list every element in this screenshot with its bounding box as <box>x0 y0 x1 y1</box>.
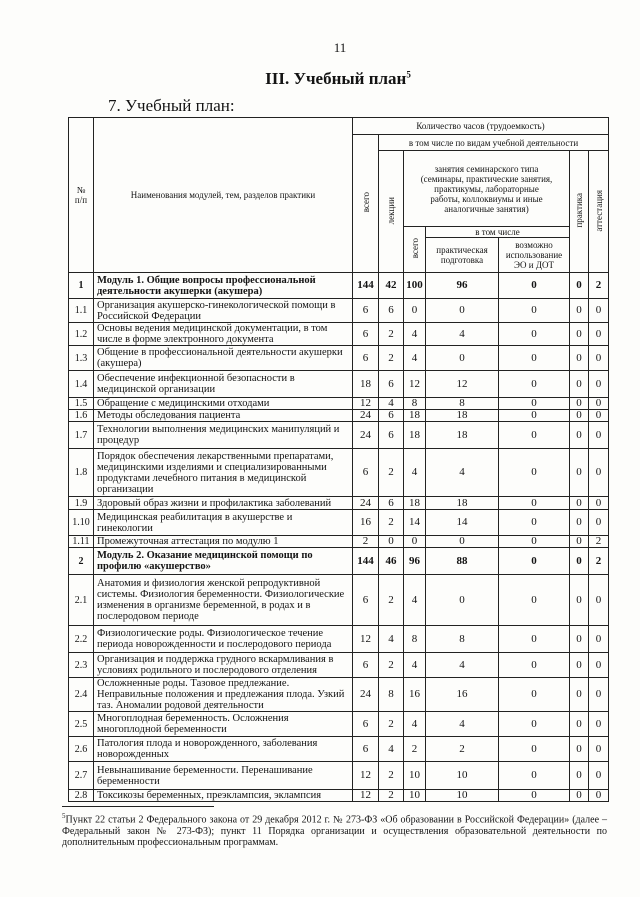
hours-eo-dot: 0 <box>499 790 570 802</box>
hours-total: 12 <box>353 762 379 790</box>
hours-attestation: 0 <box>589 712 609 737</box>
hours-lectures: 6 <box>379 299 404 323</box>
hours-lectures: 2 <box>379 575 404 626</box>
header-practice-cell <box>570 151 589 273</box>
hours-lectures: 46 <box>379 548 404 575</box>
hours-practice: 0 <box>570 410 589 422</box>
row-title: Физиологические роды. Физиологическое течение периода новорожденности и послеродового периода <box>94 626 353 653</box>
hours-eo-dot: 0 <box>499 346 570 371</box>
hours-attestation: 0 <box>589 575 609 626</box>
row-number: 1.5 <box>69 398 94 410</box>
hours-eo-dot: 0 <box>499 575 570 626</box>
hours-practical-training: 18 <box>426 410 499 422</box>
hours-seminars-total: 4 <box>404 449 426 497</box>
row-title: Технологии выполнения медицинских манипуляций и процедур <box>94 422 353 449</box>
topic-row <box>69 398 609 410</box>
hours-practical-training: 4 <box>426 323 499 346</box>
hours-total: 6 <box>353 346 379 371</box>
hours-seminars-total: 4 <box>404 323 426 346</box>
hours-practical-training: 0 <box>426 346 499 371</box>
hours-lectures: 2 <box>379 323 404 346</box>
hours-lectures: 2 <box>379 790 404 802</box>
row-number: 2.5 <box>69 712 94 737</box>
hours-attestation: 0 <box>589 497 609 510</box>
section-title <box>228 69 448 89</box>
hours-seminars-total: 0 <box>404 299 426 323</box>
hours-total: 12 <box>353 398 379 410</box>
hours-attestation: 0 <box>589 510 609 536</box>
row-number: 1.8 <box>69 449 94 497</box>
hours-lectures: 2 <box>379 449 404 497</box>
row-title: Невынашивание беременности. Перенашивание беременности <box>94 762 353 790</box>
hours-practice: 0 <box>570 398 589 410</box>
hours-practice: 0 <box>570 346 589 371</box>
hours-practical-training: 4 <box>426 449 499 497</box>
hours-attestation: 0 <box>589 449 609 497</box>
row-title: Общение в профессиональной деятельности акушерки (акушера) <box>94 346 353 371</box>
topic-row <box>69 737 609 762</box>
hours-attestation: 0 <box>589 346 609 371</box>
hours-lectures: 6 <box>379 422 404 449</box>
topic-row <box>69 510 609 536</box>
header-practice: практика <box>574 193 584 228</box>
hours-total: 12 <box>353 626 379 653</box>
row-number: 1.7 <box>69 422 94 449</box>
hours-attestation: 2 <box>589 548 609 575</box>
hours-practical-training: 18 <box>426 422 499 449</box>
hours-attestation: 0 <box>589 371 609 398</box>
module-row <box>69 548 609 575</box>
hours-practice: 0 <box>570 422 589 449</box>
footnote-separator <box>62 806 214 807</box>
topic-row <box>69 678 609 712</box>
hours-practice: 0 <box>570 653 589 678</box>
hours-lectures: 4 <box>379 626 404 653</box>
hours-practice: 0 <box>570 626 589 653</box>
page-number: 11 <box>333 40 347 55</box>
hours-total: 18 <box>353 371 379 398</box>
row-number: 2.7 <box>69 762 94 790</box>
topic-row <box>69 323 609 346</box>
hours-lectures: 6 <box>379 497 404 510</box>
header-practical-training-cell <box>426 238 499 273</box>
hours-practice: 0 <box>570 762 589 790</box>
hours-seminars-total: 8 <box>404 626 426 653</box>
row-number: 2.8 <box>69 790 94 802</box>
hours-practical-training: 0 <box>426 575 499 626</box>
topic-row <box>69 762 609 790</box>
hours-eo-dot: 0 <box>499 653 570 678</box>
row-title: Здоровый образ жизни и профилактика заболеваний <box>94 497 353 510</box>
header-num-cell <box>69 118 94 273</box>
hours-practice: 0 <box>570 678 589 712</box>
header-seminars-cell <box>404 151 570 227</box>
table-body <box>69 273 609 802</box>
hours-eo-dot: 0 <box>499 323 570 346</box>
header-eo-dot: возможно использование ЭО и ДОТ <box>505 240 563 270</box>
hours-lectures: 2 <box>379 510 404 536</box>
header-total-cell <box>353 135 379 273</box>
hours-total: 24 <box>353 497 379 510</box>
row-number: 2.4 <box>69 678 94 712</box>
row-title: Патология плода и новорожденного, заболевания новорожденных <box>94 737 353 762</box>
hours-attestation: 0 <box>589 678 609 712</box>
hours-eo-dot: 0 <box>499 737 570 762</box>
hours-eo-dot: 0 <box>499 449 570 497</box>
hours-seminars-total: 8 <box>404 398 426 410</box>
header-attestation: аттестация <box>593 189 604 232</box>
hours-practice: 0 <box>570 712 589 737</box>
hours-practical-training: 2 <box>426 737 499 762</box>
row-number: 1.3 <box>69 346 94 371</box>
hours-attestation: 0 <box>589 737 609 762</box>
hours-total: 24 <box>353 422 379 449</box>
section-title-text: III. Учебный план <box>265 69 407 88</box>
topic-row <box>69 422 609 449</box>
header-including: в том числе <box>475 227 520 237</box>
hours-total: 6 <box>353 323 379 346</box>
header-name: Наименования модулей, тем, разделов практики <box>130 190 316 200</box>
hours-practice: 0 <box>570 737 589 762</box>
hours-seminars-total: 100 <box>404 273 426 299</box>
row-number: 1.10 <box>69 510 94 536</box>
row-title: Обращение с медицинскими отходами <box>94 398 353 410</box>
hours-attestation: 2 <box>589 273 609 299</box>
hours-eo-dot: 0 <box>499 371 570 398</box>
topic-row <box>69 449 609 497</box>
row-title: Промежуточная аттестация по модулю 1 <box>94 536 353 548</box>
topic-row <box>69 626 609 653</box>
hours-attestation: 0 <box>589 410 609 422</box>
hours-practice: 0 <box>570 449 589 497</box>
row-number: 1.4 <box>69 371 94 398</box>
hours-lectures: 8 <box>379 678 404 712</box>
header-hours-cell <box>353 118 609 135</box>
hours-total: 6 <box>353 575 379 626</box>
hours-attestation: 0 <box>589 299 609 323</box>
hours-seminars-total: 4 <box>404 653 426 678</box>
hours-seminars-total: 96 <box>404 548 426 575</box>
topic-row <box>69 575 609 626</box>
hours-eo-dot: 0 <box>499 398 570 410</box>
row-title: Организация и поддержка грудного вскармливания в условиях родильного и послеродового отделения <box>94 653 353 678</box>
row-number: 2.1 <box>69 575 94 626</box>
curriculum-table <box>68 117 609 802</box>
hours-lectures: 4 <box>379 398 404 410</box>
hours-attestation: 0 <box>589 323 609 346</box>
row-title: Медицинская реабилитация в акушерстве и гинекологии <box>94 510 353 536</box>
hours-seminars-total: 4 <box>404 575 426 626</box>
header-practical-training: практическая подготовка <box>436 245 488 265</box>
header-by-activity: в том числе по видам учебной деятельности <box>408 137 579 148</box>
hours-practical-training: 16 <box>426 678 499 712</box>
hours-practical-training: 8 <box>426 626 499 653</box>
row-number: 1.11 <box>69 536 94 548</box>
header-lectures-cell <box>379 151 404 273</box>
row-title: Порядок обеспечения лекарственными препаратами, медицинскими изделиями и специализированными продуктами лечебного питания в медицинской организации <box>94 449 353 497</box>
hours-eo-dot: 0 <box>499 626 570 653</box>
hours-attestation: 0 <box>589 398 609 410</box>
row-title: Многоплодная беременность. Осложнения многоплодной беременности <box>94 712 353 737</box>
row-number: 2.2 <box>69 626 94 653</box>
hours-total: 6 <box>353 449 379 497</box>
hours-lectures: 0 <box>379 536 404 548</box>
hours-practical-training: 18 <box>426 497 499 510</box>
hours-seminars-total: 4 <box>404 712 426 737</box>
hours-seminars-total: 18 <box>404 422 426 449</box>
topic-row <box>69 371 609 398</box>
hours-practical-training: 4 <box>426 653 499 678</box>
row-number: 1 <box>69 273 94 299</box>
row-title: Осложненные роды. Тазовое предлежание. Неправильные положения и предлежания плода. Узкий таз. Аномалии родовой деятельности <box>94 678 353 712</box>
hours-eo-dot: 0 <box>499 536 570 548</box>
hours-eo-dot: 0 <box>499 299 570 323</box>
hours-seminars-total: 18 <box>404 410 426 422</box>
topic-row <box>69 299 609 323</box>
hours-practice: 0 <box>570 371 589 398</box>
hours-eo-dot: 0 <box>499 678 570 712</box>
hours-practical-training: 4 <box>426 712 499 737</box>
row-title: Токсикозы беременных, преэклампсия, эклампсия <box>94 790 353 802</box>
row-title: Модуль 2. Оказание медицинской помощи по профилю «акушерство» <box>94 548 353 575</box>
topic-row <box>69 536 609 548</box>
header-hours: Количество часов (трудоемкость) <box>416 121 545 131</box>
footnote <box>62 811 607 849</box>
hours-lectures: 4 <box>379 737 404 762</box>
hours-practice: 0 <box>570 536 589 548</box>
header-by-activity-cell <box>379 135 609 151</box>
hours-lectures: 2 <box>379 762 404 790</box>
hours-practical-training: 10 <box>426 762 499 790</box>
hours-seminars-total: 14 <box>404 510 426 536</box>
hours-seminars-total: 18 <box>404 497 426 510</box>
hours-practice: 0 <box>570 548 589 575</box>
row-title: Обеспечение инфекционной безопасности в медицинской организации <box>94 371 353 398</box>
hours-total: 2 <box>353 536 379 548</box>
hours-practical-training: 12 <box>426 371 499 398</box>
hours-eo-dot: 0 <box>499 497 570 510</box>
hours-practical-training: 0 <box>426 299 499 323</box>
hours-seminars-total: 4 <box>404 346 426 371</box>
row-number: 2.3 <box>69 653 94 678</box>
topic-row <box>69 410 609 422</box>
hours-practical-training: 14 <box>426 510 499 536</box>
subtitle: 7. Учебный план: <box>108 96 235 115</box>
hours-eo-dot: 0 <box>499 712 570 737</box>
hours-lectures: 2 <box>379 653 404 678</box>
header-eo-dot-cell <box>499 238 570 273</box>
hours-total: 6 <box>353 737 379 762</box>
hours-total: 6 <box>353 712 379 737</box>
hours-total: 144 <box>353 548 379 575</box>
header-seminars-total: всего <box>409 238 420 259</box>
hours-lectures: 42 <box>379 273 404 299</box>
hours-seminars-total: 10 <box>404 790 426 802</box>
hours-eo-dot: 0 <box>499 762 570 790</box>
row-number: 1.2 <box>69 323 94 346</box>
hours-eo-dot: 0 <box>499 273 570 299</box>
header-attestation-cell <box>589 151 609 273</box>
hours-practical-training: 0 <box>426 536 499 548</box>
row-number: 2.6 <box>69 737 94 762</box>
row-title: Методы обследования пациента <box>94 410 353 422</box>
row-number: 1.1 <box>69 299 94 323</box>
header-total: всего <box>360 192 371 213</box>
hours-attestation: 0 <box>589 790 609 802</box>
hours-practical-training: 96 <box>426 273 499 299</box>
hours-practice: 0 <box>570 497 589 510</box>
hours-practical-training: 8 <box>426 398 499 410</box>
row-title: Организация акушерско-гинекологической помощи в Российской Федерации <box>94 299 353 323</box>
hours-eo-dot: 0 <box>499 510 570 536</box>
hours-total: 144 <box>353 273 379 299</box>
hours-total: 16 <box>353 510 379 536</box>
topic-row <box>69 497 609 510</box>
hours-practical-training: 88 <box>426 548 499 575</box>
header-num: № п/п <box>74 185 88 205</box>
hours-lectures: 6 <box>379 371 404 398</box>
hours-practice: 0 <box>570 575 589 626</box>
hours-total: 6 <box>353 653 379 678</box>
hours-attestation: 0 <box>589 422 609 449</box>
hours-attestation: 0 <box>589 762 609 790</box>
topic-row <box>69 712 609 737</box>
topic-row <box>69 790 609 802</box>
header-lectures: лекции <box>386 196 396 225</box>
header-including-cell <box>426 227 570 238</box>
topic-row <box>69 346 609 371</box>
hours-total: 24 <box>353 410 379 422</box>
hours-seminars-total: 2 <box>404 737 426 762</box>
hours-eo-dot: 0 <box>499 422 570 449</box>
hours-practice: 0 <box>570 510 589 536</box>
row-title: Основы ведения медицинской документации, в том числе в форме электронного документа <box>94 323 353 346</box>
hours-practice: 0 <box>570 790 589 802</box>
hours-seminars-total: 10 <box>404 762 426 790</box>
hours-practice: 0 <box>570 323 589 346</box>
hours-lectures: 2 <box>379 346 404 371</box>
hours-practice: 0 <box>570 299 589 323</box>
hours-eo-dot: 0 <box>499 548 570 575</box>
header-seminars: занятия семинарского типа (семинары, практические занятия, практикумы, лабораторные работы, коллоквиумы и иные аналогичные занятия) <box>420 163 553 214</box>
hours-seminars-total: 12 <box>404 371 426 398</box>
row-number: 1.9 <box>69 497 94 510</box>
hours-lectures: 2 <box>379 712 404 737</box>
row-title: Анатомия и физиология женской репродуктивной системы. Физиология беременности. Физиологические изменения в организме беременной, в родах и в послеродовом периоде <box>94 575 353 626</box>
hours-total: 12 <box>353 790 379 802</box>
hours-eo-dot: 0 <box>499 410 570 422</box>
hours-lectures: 6 <box>379 410 404 422</box>
row-number: 2 <box>69 548 94 575</box>
hours-total: 6 <box>353 299 379 323</box>
hours-seminars-total: 0 <box>404 536 426 548</box>
footnote-marker: 5 <box>62 812 66 820</box>
topic-row <box>69 653 609 678</box>
header-seminars-total-cell <box>404 227 426 273</box>
hours-total: 24 <box>353 678 379 712</box>
hours-seminars-total: 16 <box>404 678 426 712</box>
hours-practice: 0 <box>570 273 589 299</box>
table-header <box>69 118 609 273</box>
hours-attestation: 0 <box>589 626 609 653</box>
module-row <box>69 273 609 299</box>
hours-attestation: 2 <box>589 536 609 548</box>
row-number: 1.6 <box>69 410 94 422</box>
footnote-reference: 5 <box>406 69 411 80</box>
hours-practical-training: 10 <box>426 790 499 802</box>
hours-attestation: 0 <box>589 653 609 678</box>
row-title: Модуль 1. Общие вопросы профессиональной деятельности акушерки (акушера) <box>94 273 353 299</box>
footnote-text: Пункт 22 статьи 2 Федерального закона от 29 декабря 2012 г. № 273-ФЗ «Об образовании в Российской Федерации» (далее – Федеральный закон № 273-ФЗ); пункт 11 Порядка организации и осуществления образовательной деятельности по дополнительным профессиональным программам. <box>62 814 607 849</box>
header-name-cell <box>94 118 353 273</box>
